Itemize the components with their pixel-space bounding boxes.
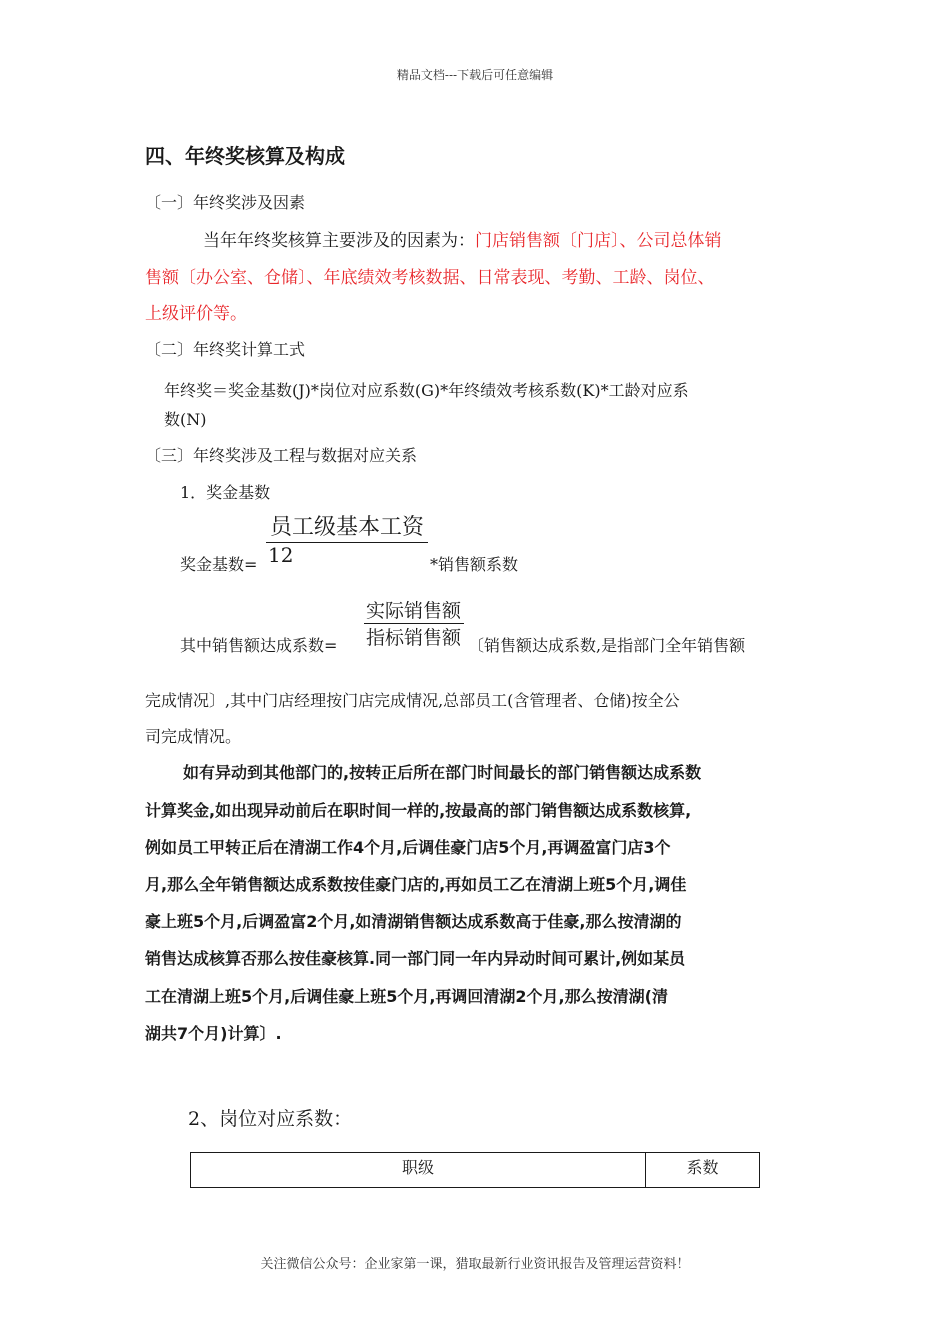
subsection-heading-3: 〔三〕年终奖涉及工程与数据对应关系 (145, 446, 418, 465)
formula-line-2: 数(N) (164, 410, 207, 429)
rule-line-7: 工在清湖上班5个月,后调佳豪上班5个月,再调回清湖2个月,那么按清湖(清 (145, 987, 668, 1006)
fraction-2-denominator: 指标销售额 (366, 627, 462, 649)
fraction-1-suffix: *销售额系数 (430, 555, 519, 574)
factors-intro-text: 当年年终奖核算主要涉及的因素为： (203, 231, 475, 251)
rule-line-5: 豪上班5个月,后调盈富2个月,如清湖销售额达成系数高于佳豪,那么按清湖的 (145, 912, 682, 931)
continuation-line-1: 完成情况〕,其中门店经理按门店完成情况,总部员工(含管理者、仓储)按全公 (145, 691, 680, 710)
factors-line-3: 上级评价等。 (145, 304, 247, 324)
factors-red-text-1: 门店销售额〔门店〕、公司总体销 (475, 231, 722, 251)
rule-line-1: 如有异动到其他部门的,按转正后所在部门时间最长的部门销售额达成系数 (183, 763, 702, 782)
subsection-heading-2: 〔二〕年终奖计算工式 (145, 340, 306, 359)
coefficient-table (190, 1152, 760, 1188)
fraction-2-numerator: 实际销售额 (366, 600, 462, 622)
page-header: 精品文档---下载后可任意编辑 (396, 68, 554, 82)
factors-line-1 (203, 226, 722, 251)
rule-line-4: 月,那么全年销售额达成系数按佳豪门店的,再如员工乙在清湖上班5个月,调佳 (145, 875, 687, 894)
fraction-2-prefix: 其中销售额达成系数= (180, 636, 338, 655)
fraction-2-suffix: 〔销售额达成系数,是指部门全年销售额 (468, 636, 746, 655)
fraction-1-numerator: 员工级基本工资 (270, 515, 425, 540)
continuation-line-2: 司完成情况。 (145, 727, 242, 746)
table-header-level: 职级 (191, 1153, 646, 1187)
item-bonus-base: 1．奖金基数 (180, 483, 271, 502)
table-header-coefficient: 系数 (686, 1158, 719, 1177)
rule-line-2: 计算奖金,如出现异动前后在职时间一样的,按最高的部门销售额达成系数核算, (145, 801, 692, 820)
formula-line-1: 年终奖＝奖金基数(J)*岗位对应系数(G)*年终绩效考核系数(K)*工龄对应系 (164, 381, 689, 400)
factors-line-2: 售额〔办公室、仓储〕、年底绩效考核数据、日常表现、考勤、工龄、岗位、 (145, 268, 715, 288)
subsection-heading-1: 〔一〕年终奖涉及因素 (145, 193, 306, 212)
fraction-1-denominator: 12 (268, 543, 294, 567)
rule-line-8: 湖共7个月)计算〕. (145, 1024, 282, 1043)
fraction-1-prefix: 奖金基数= (180, 555, 258, 574)
rule-line-3: 例如员工甲转正后在清湖工作4个月,后调佳豪门店5个月,再调盈富门店3个 (145, 838, 671, 857)
section-title: 四、年终奖核算及构成 (145, 144, 345, 168)
item-position-coefficient: 2、岗位对应系数： (188, 1108, 353, 1130)
page-footer: 关注微信公众号：企业家第一课，猎取最新行业资讯报告及管理运营资料！ (260, 1257, 690, 1272)
rule-line-6: 销售达成核算否那么按佳豪核算.同一部门同一年内异动时间可累计,例如某员 (145, 949, 686, 968)
